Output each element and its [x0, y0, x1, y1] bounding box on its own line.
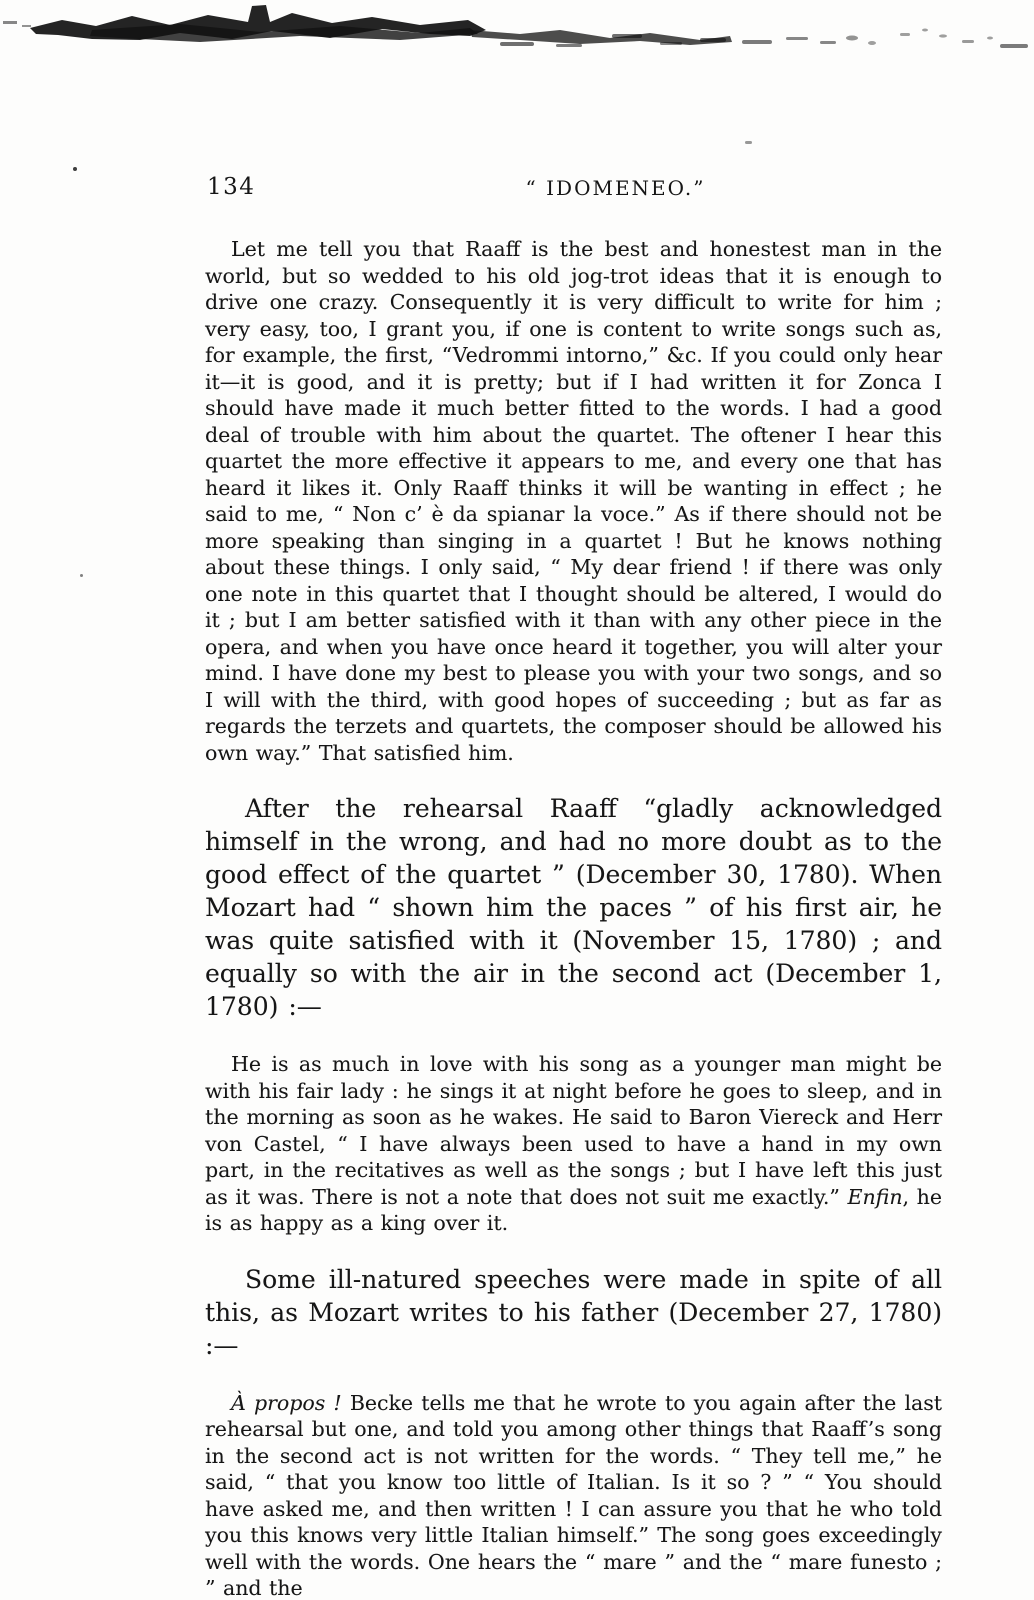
letter-extract-2-post: , he is as happy as a king over it. [205, 1184, 942, 1235]
letter-extract-paragraph-2 [205, 1051, 942, 1237]
page-header [205, 172, 942, 204]
narrative-paragraph-2: Some ill-natured speeches were made in spite of all this, as Mozart writes to his father (December 27, 1780) :— [205, 1264, 942, 1360]
letter-extract-paragraph-3 [205, 1390, 942, 1600]
narrative-paragraph-1: After the rehearsal Raaff “gladly acknowledged himself in the wrong, and had no more doubt as to the good effect of the quartet ” (December 30, 1780). When Mozart had “ shown him the paces ” of his first air, he was quite satisfied with it (November 15, 1780) ; and equally so with the air in the second act (December 1, 1780) :— [205, 794, 942, 1021]
letter-extract-paragraph-1: Let me tell you that Raaff is the best and honestest man in the world, but so wedded to his old jog-trot ideas that it is enough to drive one crazy. Consequently it is very difficult to write for him ; very easy, too, I grant you, if one is content to write songs such as, for example, the first, “Vedrommi intorno,” &c. If you could only hear it—it is good, and it is pretty; but if I had written it for Zonca I should have made it much better fitted to the words. I had a good deal of trouble with him about the quartet. The oftener I hear this quartet the more effective it appears to me, and every one that has heard it likes it. Only Raaff thinks it will be wanting in effect ; he said to me, “ Non c’ è da spianar la voce.” As if there should not be more speaking than singing in a quartet ! But he knows nothing about these things. I only said, “ My dear friend ! if there was only one note in this quartet that I thought should be altered, I would do it ; but I am better satisfied with it than with any other piece in the opera, and when you have once heard it together, you will alter your mind. I have done my best to please you with your two songs, and so I will with the third, with good hopes of succeeding ; but as far as regards the terzets and quartets, the composer should be allowed his own way.” That satisfied him. [205, 237, 942, 765]
ink-speck [80, 574, 83, 577]
ink-speck [73, 167, 77, 171]
ink-speck [745, 141, 752, 144]
letter-extract-3-italic: À propos ! [231, 1390, 342, 1415]
scan-smudge-artifact [0, 0, 1034, 56]
page-title: “ IDOMENEO.” [525, 176, 706, 200]
letter-extract-2-pre: He is as much in love with his song as a younger man might be with his fair lady : he sings it at night before he goes to sleep, and in the morning as soon as he wakes. He said to Baron Viereck and Herr von Castel, “ I have always been used to have a hand in my own part, in the recitatives as well as the songs ; but I have left this just as it was. There is not a note that does not suit me exactly.” [205, 1052, 942, 1209]
letter-extract-3-post: Becke tells me that he wrote to you again after the last rehearsal but one, and told you among other things that Raaff’s song in the second act is not written for the words. “ They tell me,” he said, “ that you know too little of Italian. Is it so ? ” “ You should have asked me, and then written ! I can assure you that he who told you this knows very little Italian himself.” The song goes exceedingly well with the words. One hears the “ mare ” and the “ mare funesto ; ” and the [205, 1390, 943, 1600]
page-content [205, 172, 942, 1600]
page-number: 134 [207, 174, 256, 200]
letter-extract-2-italic: Enfin [847, 1184, 903, 1209]
